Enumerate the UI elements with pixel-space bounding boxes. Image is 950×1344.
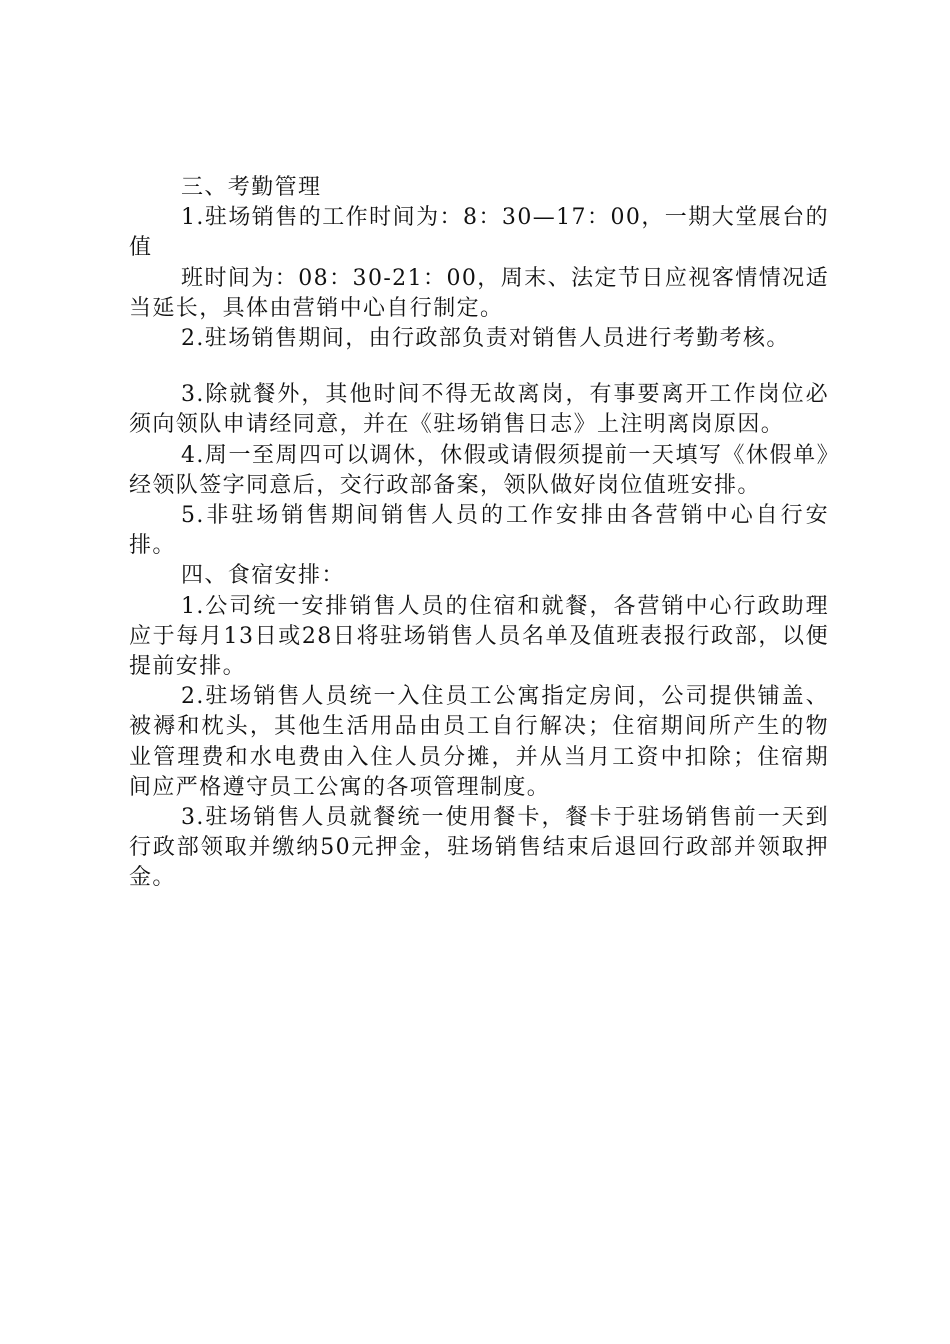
- document-page: [129, 173, 829, 894]
- paragraph-attendance-3: 3.除就餐外，其他时间不得无故离岗，有事要离开工作岗位必须向领队申请经同意，并在《驻场销售日志》上注明离岗原因。: [129, 382, 829, 438]
- paragraph-attendance-1b: 班时间为：08：30-21：00，周末、法定节日应视客情情况适当延长，具体由营销中心自行制定。: [129, 265, 829, 321]
- paragraph-lodging-2: 2.驻场销售人员统一入住员工公寓指定房间，公司提供铺盖、被褥和枕头，其他生活用品由员工自行解决；住宿期间所产生的物业管理费和水电费由入住人员分摊，并从当月工资中扣除；住宿期间应严格遵守员工公寓的各项管理制度。: [129, 684, 829, 800]
- paragraph-attendance-4: 4.周一至周四可以调休，休假或请假须提前一天填写《休假单》经领队签字同意后，交行政部备案，领队做好岗位值班安排。: [129, 442, 829, 498]
- section-heading-lodging: 四、食宿安排：: [181, 563, 345, 589]
- paragraph-lodging-3: 3.驻场销售人员就餐统一使用餐卡，餐卡于驻场销售前一天到行政部领取并缴纳50元押金，驻场销售结束后退回行政部并领取押金。: [129, 805, 829, 891]
- paragraph-attendance-5: 5.非驻场销售期间销售人员的工作安排由各营销中心自行安排。: [129, 503, 829, 559]
- section-heading-attendance: 三、考勤管理: [181, 175, 322, 200]
- paragraph-lodging-1: 1.公司统一安排销售人员的住宿和就餐，各营销中心行政助理应于每月13日或28日将驻场销售人员名单及值班表报行政部，以便提前安排。: [129, 593, 829, 680]
- paragraph-attendance-2: 2.驻场销售期间，由行政部负责对销售人员进行考勤考核。: [181, 326, 790, 352]
- paragraph-attendance-1a: 1.驻场销售的工作时间为：8：30—17：00，一期大堂展台的值: [129, 205, 829, 261]
